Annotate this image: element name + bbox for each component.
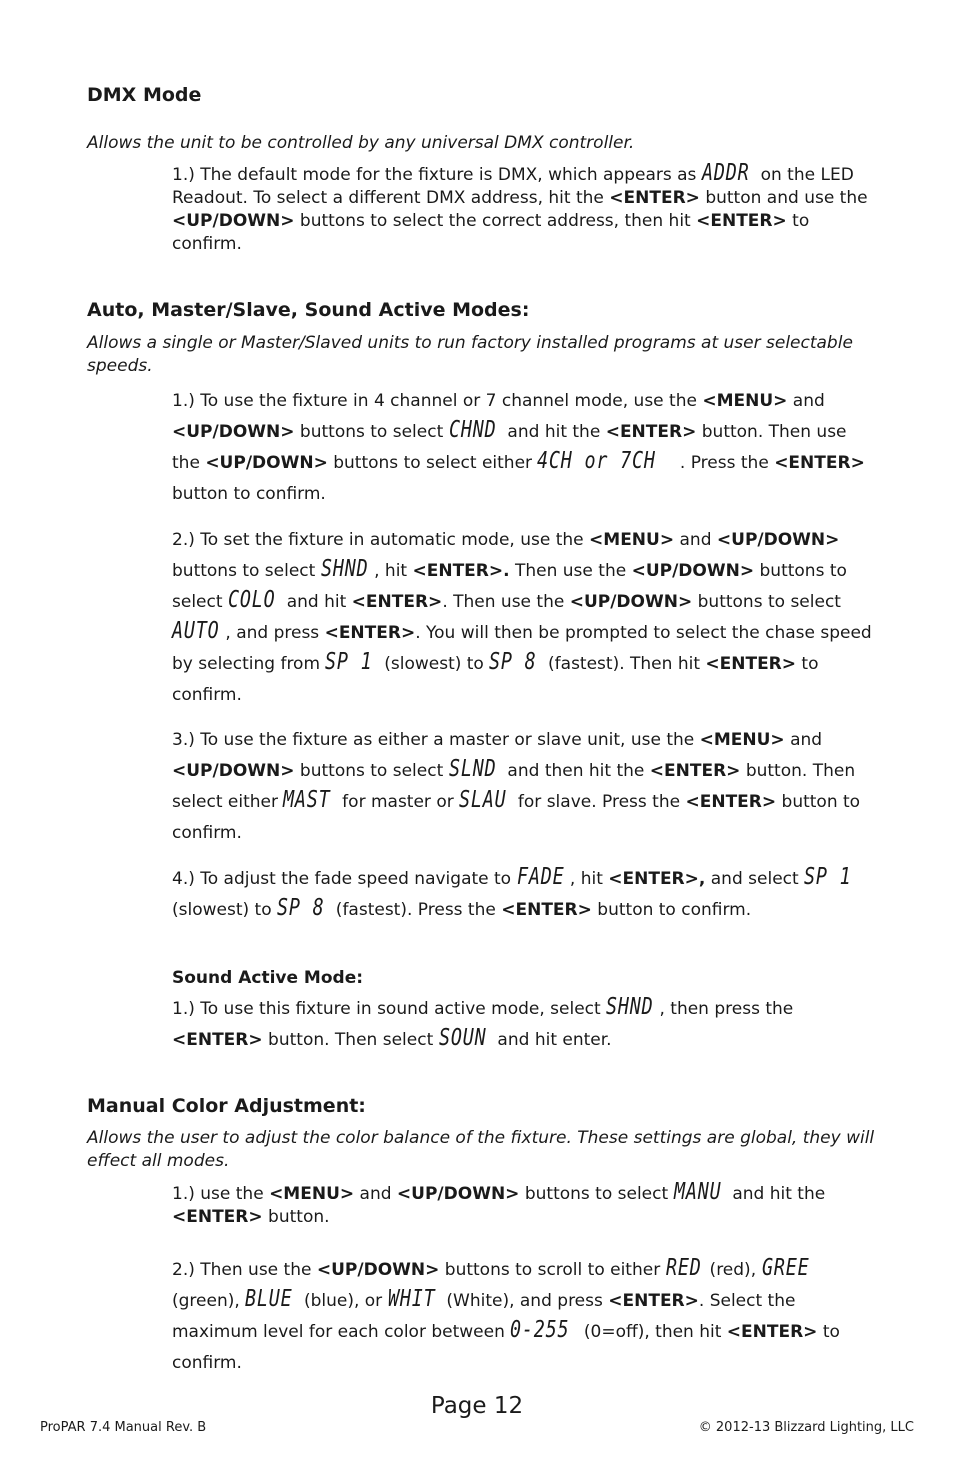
manual-step-2: 2.) Then use the <UP/DOWN> buttons to scroll to either RED (red), GREE (green), BLUE (blue), or WHIT (White), and press <ENTER>. Select the maximum level for each color between 0-255 (0=off), then hit <ENTER> to confirm. (172, 1255, 840, 1373)
lcd-readout: 0-255 (510, 1317, 570, 1343)
lcd-readout: SHND (606, 994, 654, 1020)
footer-copyright: © 2012-13 Blizzard Lighting, LLC (698, 1420, 914, 1435)
lcd-readout: 4CH or 7CH (537, 448, 657, 474)
lcd-readout: MAST (283, 787, 331, 813)
lcd-readout: SP 8 (277, 895, 325, 921)
sound-active-heading: Sound Active Mode: (172, 968, 364, 988)
lcd-readout: RED (665, 1255, 702, 1281)
auto-step-4: 4.) To adjust the fade speed navigate to FADE , hit <ENTER>, and select SP 1 (slowest) to SP 8 (fastest). Press the <ENTER> button to confirm. (172, 864, 852, 921)
dmx-step-1: 1.) The default mode for the fixture is DMX, which appears as ADDR on the LED Readout. To select a different DMX address, hit the <ENTER> button and use the <UP/DOWN> buttons to select the correct address, then hit <ENTER> to confirm. (172, 160, 868, 254)
lcd-readout: SP 8 (489, 649, 537, 675)
lcd-readout: SLND (448, 756, 497, 782)
manual-color-heading: Manual Color Adjustment: (87, 1095, 366, 1117)
auto-step-1: 1.) To use the fixture in 4 channel or 7 channel mode, use the <MENU> and <UP/DOWN> buttons to select CHND and hit the <ENTER> button. Then use the <UP/DOWN> buttons to select either 4CH or 7CH . Press the <ENTER> button to confirm. (172, 391, 865, 504)
lcd-readout: SOUN (438, 1025, 487, 1051)
sound-active-step-1: 1.) To use this fixture in sound active mode, select SHND , then press the <ENTER> button. Then select SOUN and hit enter. (172, 994, 794, 1051)
lcd-readout: COLO (227, 587, 276, 613)
lcd-readout: SLAU (459, 787, 507, 813)
auto-step-2: 2.) To set the fixture in automatic mode, use the <MENU> and <UP/DOWN> buttons to select SHND , hit <ENTER>. Then use the <UP/DOWN> buttons to select COLO and hit <ENTER>. Then use the <UP/DOWN> buttons to select AUTO , and press <ENTER>. You will then be prompted to select the chase speed by selecting from SP 1 (slowest) to SP 8 (fastest). Then hit <ENTER> to confirm. (172, 530, 872, 705)
dmx-mode-intro: Allows the unit to be controlled by any universal DMX controller. (87, 133, 635, 153)
lcd-readout: ADDR (701, 160, 750, 186)
auto-modes-intro: Allows a single or Master/Slaved units to run factory installed programs at user selectable speeds. (87, 333, 853, 376)
lcd-readout: CHND (448, 417, 497, 443)
lcd-readout: SHND (320, 556, 369, 582)
lcd-readout: SP 1 (804, 864, 852, 890)
lcd-readout: WHIT (387, 1286, 436, 1312)
lcd-readout: BLUE (245, 1286, 293, 1312)
manual-color-intro: Allows the user to adjust the color balance of the fixture. These settings are global, they will effect all modes. (87, 1128, 875, 1171)
footer-manual-title: ProPAR 7.4 Manual Rev. B (40, 1420, 207, 1435)
auto-modes-heading: Auto, Master/Slave, Sound Active Modes: (87, 299, 530, 321)
lcd-readout: MANU (673, 1179, 722, 1205)
page-number: Page 12 (430, 1393, 524, 1419)
lcd-readout: FADE (516, 864, 565, 890)
lcd-readout: GREE (761, 1255, 810, 1281)
auto-step-3: 3.) To use the fixture as either a master or slave unit, use the <MENU> and <UP/DOWN> buttons to select SLND and then hit the <ENTER> button. Then select either MAST for master or SLAU for slave. Press the <ENTER> button to confirm. (172, 730, 861, 843)
dmx-mode-heading: DMX Mode (87, 84, 202, 106)
lcd-readout: SP 1 (325, 649, 373, 675)
lcd-readout: AUTO (172, 618, 220, 644)
manual-step-1: 1.) use the <MENU> and <UP/DOWN> buttons to select MANU and hit the <ENTER> button. (172, 1179, 826, 1227)
